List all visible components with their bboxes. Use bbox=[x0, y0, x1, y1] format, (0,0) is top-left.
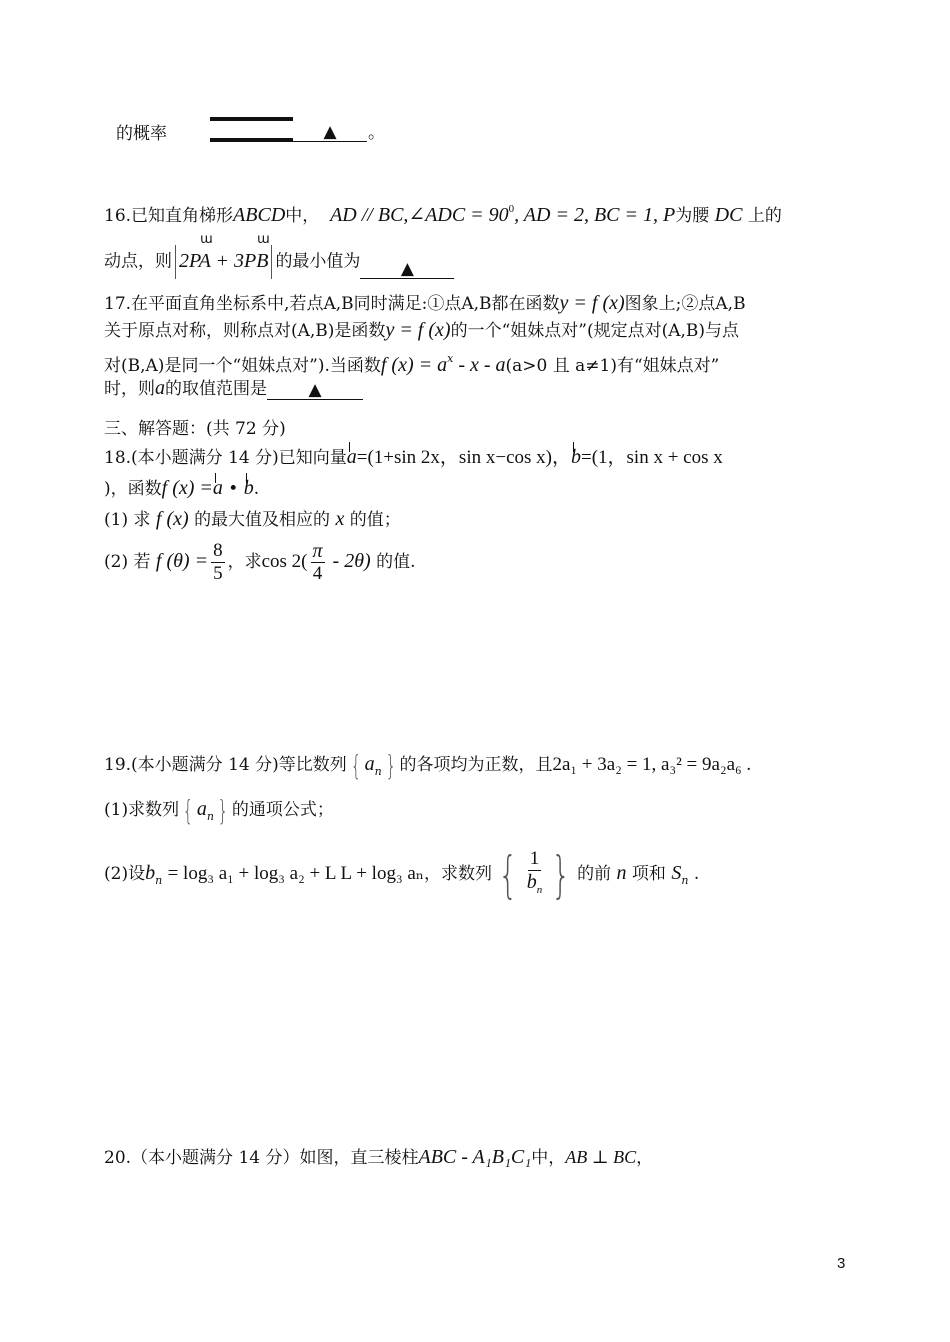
q18-vector-b-2: b bbox=[243, 477, 254, 499]
brace-right-icon: } bbox=[217, 793, 229, 827]
q18-vector-b: b bbox=[570, 446, 581, 468]
q18-l1b: =(1+sin 2x，sin x−cos x)， bbox=[356, 447, 571, 468]
q17-line3 bbox=[104, 348, 719, 377]
q17-l1a: 17.在平面直角坐标系中,若点A,B同时满足:①点A,B都在函数 bbox=[104, 294, 560, 314]
q17-l2b: 的一个“姐妹点对”(规定点对(A,B)与点 bbox=[450, 321, 740, 341]
q17-l4b: 的取值范围是 bbox=[165, 379, 267, 399]
q18-p1b: 的最大值及相应的 bbox=[194, 510, 331, 530]
q19-p1a: (1)求数列 bbox=[104, 800, 180, 820]
brace-left-icon: { bbox=[498, 845, 518, 904]
q19-p2a: (2)设 bbox=[104, 864, 146, 884]
arrow-pa-icon: ɯ bbox=[200, 232, 213, 247]
fraction-8-5 bbox=[211, 540, 225, 585]
q16-tail: 为腰 bbox=[675, 206, 710, 226]
q18-p2c: 的值. bbox=[376, 552, 416, 572]
arrow-pb-icon: ɯ bbox=[257, 232, 270, 247]
q15-text: 的概率 bbox=[116, 124, 167, 144]
q17-l3a: 对(B,A)是同一个“姐妹点对”).当函数 bbox=[104, 356, 381, 376]
q19-part1: (1)求数列 { $a_n$ } 的通项公式； bbox=[104, 793, 334, 827]
brace-right-icon: } bbox=[385, 748, 396, 782]
q18-l2a: )，函数 bbox=[104, 479, 162, 499]
q17-line2 bbox=[104, 319, 739, 342]
frac-bn: b bbox=[526, 871, 537, 893]
q18-p2a: (2) 若 bbox=[104, 552, 151, 572]
q18-p1x: x bbox=[335, 508, 345, 530]
q19-l1a: 19.(本小题满分 14 分)等比数列 bbox=[104, 755, 347, 775]
q17-triangle: ▲ bbox=[308, 380, 322, 400]
brace-right-icon: } bbox=[551, 845, 571, 904]
q16-abcd: ABCD bbox=[233, 204, 286, 226]
q18-l2end: . bbox=[253, 479, 260, 499]
q17-l4a: 时，则 bbox=[104, 379, 155, 399]
q15-end: 。 bbox=[368, 123, 385, 143]
q17-l1f: y = f (x) bbox=[559, 292, 625, 314]
fraction-pi-4 bbox=[311, 540, 325, 585]
q19-p2S: S bbox=[671, 862, 682, 884]
q16-dc: DC bbox=[714, 204, 743, 226]
q18-p1a: (1) 求 bbox=[104, 510, 151, 530]
q18-line2 bbox=[104, 477, 259, 500]
brace-left-icon: { bbox=[182, 793, 194, 827]
q17-l4v: a bbox=[155, 377, 165, 399]
q17-l1b: 图象上;②点A,B bbox=[624, 294, 746, 314]
q15-triangle: ▲ bbox=[323, 122, 337, 142]
q19-p1-an: a bbox=[196, 798, 207, 820]
q20-perp: AB ⊥ BC bbox=[565, 1147, 637, 1167]
q19-p1b: 的通项公式； bbox=[231, 800, 334, 820]
q17-l2f: y = f (x) bbox=[385, 319, 451, 341]
q20-l1a: 20.（本小题满分 14 分）如图，直三棱柱 bbox=[104, 1148, 419, 1168]
q16-mid: 中， bbox=[285, 206, 320, 226]
q20-l1c: ， bbox=[636, 1148, 654, 1168]
q20-l1b: 中， bbox=[531, 1148, 566, 1168]
q19-p2b: = log₃ a₁ + log₃ a₂ + L L + log₃ aₙ bbox=[167, 863, 424, 884]
q15-answer-bar-top bbox=[210, 117, 293, 121]
abs-bar-left bbox=[175, 245, 176, 279]
q18-part1 bbox=[104, 508, 401, 531]
q19-part2: (2)设$b_n = \log_3$ a₁ + log₃ a₂ + L L + log₃ aₙ，求数列 { $\frac{1}{b_n}$ } 的前 n 项和 $S_n$ . bbox=[104, 845, 700, 904]
q19-an: a bbox=[364, 753, 375, 775]
q19-line1: 19.(本小题满分 14 分)等比数列 { $a_n$ } 的各项均为正数，且2a₁ + 3a₂ = 1, a₃² = 9a₂a₆ . bbox=[104, 748, 752, 782]
q18-vector-a-2: a bbox=[212, 477, 223, 499]
q16-deg: 0 bbox=[508, 203, 515, 215]
q17-line4 bbox=[104, 377, 363, 400]
page-number: 3 bbox=[837, 1255, 846, 1272]
q18-p1f: f (x) bbox=[155, 508, 189, 530]
q18-l2f: f (x) = bbox=[161, 477, 213, 499]
q19-p2e: 项和 bbox=[631, 864, 666, 884]
q17-l3f2: - x - a bbox=[453, 354, 506, 376]
q18-p2cos: cos 2( bbox=[261, 551, 308, 572]
q16-line2-suffix: 的最小值为 bbox=[275, 251, 361, 272]
q18-l1c: =(1，sin x + cos x bbox=[580, 447, 723, 468]
q16-line1 bbox=[104, 198, 782, 227]
q17-line1 bbox=[104, 292, 746, 315]
q17-l3sup: x bbox=[447, 352, 454, 365]
q16-triangle: ▲ bbox=[400, 259, 414, 279]
q17-l3b: (a>0 且 a≠1)有“姐妹点对” bbox=[505, 356, 720, 376]
q18-p2b: ，求 bbox=[227, 552, 262, 572]
frac-one: 1 bbox=[529, 848, 540, 869]
q19-p2d: 的前 bbox=[577, 864, 612, 884]
frac-four: 4 bbox=[312, 563, 323, 584]
q19-p2end: . bbox=[693, 864, 700, 884]
q19-p2c: ，求数列 bbox=[423, 864, 492, 884]
frac-pi: π bbox=[312, 540, 323, 562]
q19-eq: 2a₁ + 3a₂ = 1, a₃² = 9a₂a₆ . bbox=[552, 754, 752, 775]
q20-line1 bbox=[104, 1146, 653, 1169]
abs-bar-right bbox=[271, 245, 272, 279]
q17-l2a: 关于原点对称，则称点对(A,B)是函数 bbox=[104, 321, 386, 341]
q16-prefix: 16.已知直角梯形 bbox=[104, 206, 234, 226]
q16-cond2: , AD = 2, BC = 1, P bbox=[514, 204, 676, 226]
q18-line1 bbox=[104, 446, 723, 469]
q20-prism: ABC - A₁B₁C₁ bbox=[418, 1146, 532, 1168]
q15-answer-blank bbox=[293, 122, 367, 142]
q16-vector-expr: 2PA + 3PB bbox=[179, 249, 269, 272]
q18-part2 bbox=[104, 538, 416, 585]
fraction-1-bn: $\frac{1}{b_n}$ bbox=[526, 848, 543, 896]
q19-l1b: 的各项均为正数，且 bbox=[399, 755, 553, 775]
brace-left-icon: { bbox=[350, 748, 362, 782]
q15-line bbox=[116, 123, 167, 145]
q18-p2f: f (θ) = bbox=[155, 550, 209, 572]
q16-line2 bbox=[104, 245, 454, 279]
q18-p1c: 的值； bbox=[349, 510, 401, 530]
q19-p2n: n bbox=[616, 862, 627, 884]
frac-num: 8 bbox=[213, 540, 223, 561]
dot-product-icon: • bbox=[228, 479, 239, 499]
q16-line2-prefix: 动点，则 bbox=[104, 251, 172, 272]
section-3-heading: 三、解答题：(共 72 分) bbox=[104, 419, 286, 439]
frac-den: 5 bbox=[213, 563, 223, 584]
q18-l1a: 18.(本小题满分 14 分)已知向量 bbox=[104, 448, 347, 468]
q15-answer-bar-bottom bbox=[210, 138, 293, 142]
q17-answer-blank bbox=[267, 379, 363, 400]
q16-answer-blank bbox=[360, 258, 454, 279]
q18-p2rest: - 2θ) bbox=[327, 550, 371, 572]
q18-vector-a: a bbox=[346, 446, 357, 468]
q16-tail2: 上的 bbox=[747, 206, 782, 226]
q17-l3f: f (x) = a bbox=[380, 354, 448, 376]
q16-cond: AD // BC,∠ADC = 90 bbox=[330, 204, 509, 226]
